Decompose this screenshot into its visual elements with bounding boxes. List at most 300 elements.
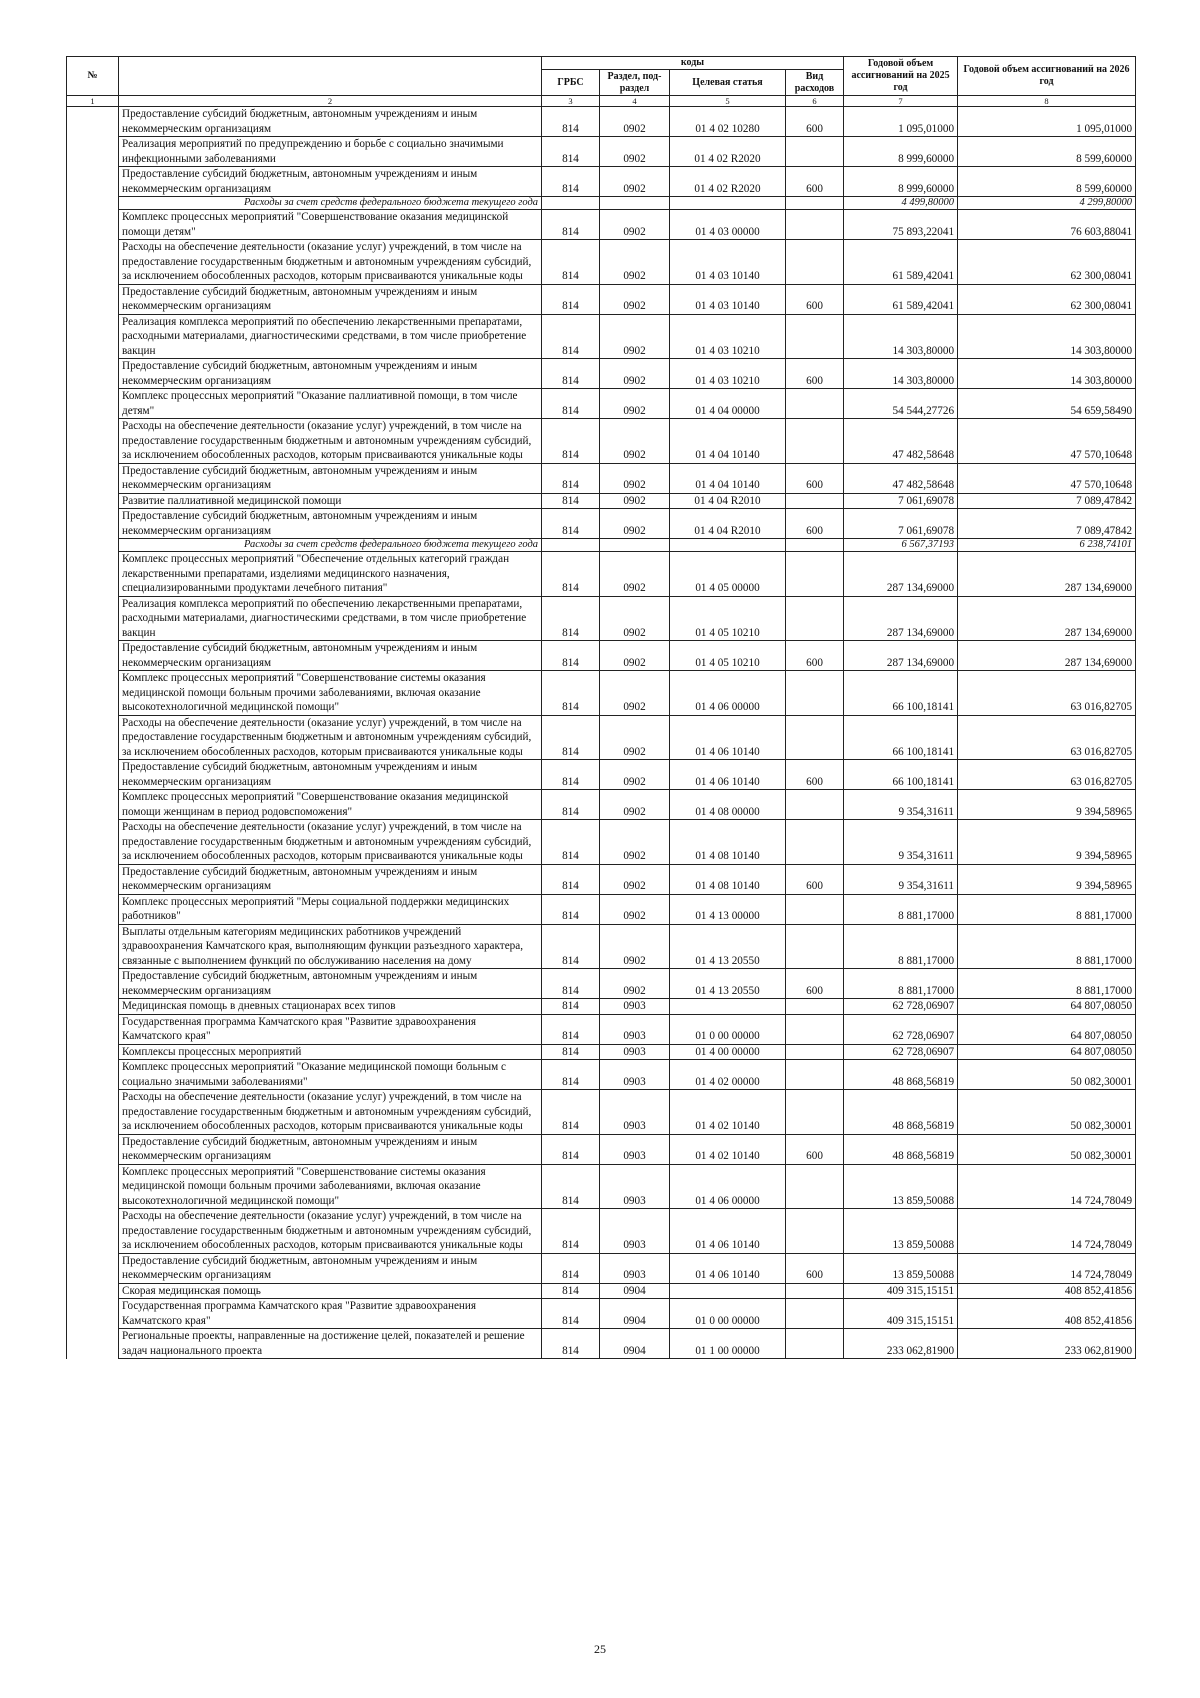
row-name-cell: Комплекс процессных мероприятий "Совершенствование оказания медицинской помощи женщинам в период родовспоможения" — [119, 790, 542, 820]
row-razdel-cell: 0902 — [600, 552, 670, 597]
row-target-cell: 01 4 06 00000 — [670, 671, 786, 716]
row-2025-cell: 61 589,42041 — [844, 240, 958, 285]
row-vid-cell — [786, 1060, 844, 1090]
row-target-cell: 01 0 00 00000 — [670, 1299, 786, 1329]
row-grbs-cell: 814 — [542, 760, 600, 790]
table-row — [67, 1283, 1136, 1299]
row-razdel-cell: 0902 — [600, 210, 670, 240]
row-razdel-cell: 0902 — [600, 509, 670, 539]
row-grbs-cell — [542, 539, 600, 552]
row-2026-cell: 7 089,47842 — [958, 493, 1136, 509]
row-vid-cell — [786, 894, 844, 924]
row-number-cell — [67, 167, 119, 197]
row-name-cell: Выплаты отдельным категориям медицинских работников учреждений здравоохранения Камчатского края, выполняющим функции разъездного характера, связанные с выполнением функций по обслуживанию населения на дому — [119, 924, 542, 969]
table-row — [67, 969, 1136, 999]
row-grbs-cell: 814 — [542, 493, 600, 509]
row-grbs-cell: 814 — [542, 1329, 600, 1359]
row-razdel-cell: 0902 — [600, 419, 670, 464]
row-grbs-cell: 814 — [542, 419, 600, 464]
row-target-cell: 01 4 02 10140 — [670, 1090, 786, 1135]
row-name-cell: Комплекс процессных мероприятий "Совершенствование системы оказания медицинской помощи больным прочими заболеваниями, включая оказание высокотехнологичной медицинской помощи" — [119, 1164, 542, 1209]
row-vid-cell: 600 — [786, 359, 844, 389]
table-row — [67, 1044, 1136, 1060]
row-number-cell — [67, 924, 119, 969]
row-grbs-cell: 814 — [542, 1164, 600, 1209]
row-2025-cell: 7 061,69078 — [844, 509, 958, 539]
row-vid-cell — [786, 1014, 844, 1044]
row-name-cell: Государственная программа Камчатского края "Развитие здравоохранения Камчатского края" — [119, 1014, 542, 1044]
row-name-cell: Расходы на обеспечение деятельности (оказание услуг) учреждений, в том числе на предоставление государственным бюджетным и автономным учреждениям субсидий, за исключением обособленных расходов, которым присваиваются уникальные коды — [119, 1209, 542, 1254]
row-razdel-cell: 0903 — [600, 1014, 670, 1044]
row-number-cell — [67, 359, 119, 389]
row-number-cell — [67, 1044, 119, 1060]
row-2025-cell: 62 728,06907 — [844, 999, 958, 1015]
row-2025-cell: 9 354,31611 — [844, 864, 958, 894]
col-number: 1 — [67, 96, 119, 107]
row-2025-cell: 7 061,69078 — [844, 493, 958, 509]
row-grbs-cell: 814 — [542, 240, 600, 285]
row-2026-cell: 287 134,69000 — [958, 596, 1136, 641]
table-row — [67, 493, 1136, 509]
row-number-cell — [67, 715, 119, 760]
row-vid-cell — [786, 1283, 844, 1299]
col-number: 7 — [844, 96, 958, 107]
row-razdel-cell: 0903 — [600, 1134, 670, 1164]
row-2026-cell: 408 852,41856 — [958, 1283, 1136, 1299]
row-vid-cell: 600 — [786, 641, 844, 671]
table-row — [67, 107, 1136, 137]
table-row — [67, 820, 1136, 865]
row-vid-cell — [786, 1299, 844, 1329]
row-vid-cell: 600 — [786, 167, 844, 197]
table-row — [67, 760, 1136, 790]
row-target-cell: 01 4 13 00000 — [670, 894, 786, 924]
row-target-cell: 01 4 06 10140 — [670, 1209, 786, 1254]
row-target-cell: 01 4 03 10140 — [670, 240, 786, 285]
row-2026-cell: 408 852,41856 — [958, 1299, 1136, 1329]
row-razdel-cell: 0902 — [600, 137, 670, 167]
row-name-cell: Реализация мероприятий по предупреждению и борьбе с социально значимыми инфекционными заболеваниями — [119, 137, 542, 167]
row-number-cell — [67, 419, 119, 464]
row-2026-cell: 63 016,82705 — [958, 671, 1136, 716]
row-name-cell: Комплекс процессных мероприятий "Меры социальной поддержки медицинских работников" — [119, 894, 542, 924]
col-number: 3 — [542, 96, 600, 107]
row-vid-cell — [786, 197, 844, 210]
table-row — [67, 641, 1136, 671]
row-2026-cell: 64 807,08050 — [958, 1044, 1136, 1060]
row-number-cell — [67, 314, 119, 359]
row-2025-cell: 233 062,81900 — [844, 1329, 958, 1359]
header-name — [119, 57, 542, 96]
row-razdel-cell: 0902 — [600, 596, 670, 641]
row-2025-cell: 47 482,58648 — [844, 463, 958, 493]
row-name-cell: Скорая медицинская помощь — [119, 1283, 542, 1299]
row-razdel-cell: 0902 — [600, 760, 670, 790]
row-target-cell: 01 4 03 00000 — [670, 210, 786, 240]
row-grbs-cell: 814 — [542, 210, 600, 240]
row-grbs-cell: 814 — [542, 552, 600, 597]
row-name-cell: Предоставление субсидий бюджетным, автономным учреждениям и иным некоммерческим организациям — [119, 509, 542, 539]
row-2026-cell: 47 570,10648 — [958, 419, 1136, 464]
row-name-cell: Предоставление субсидий бюджетным, автономным учреждениям и иным некоммерческим организациям — [119, 359, 542, 389]
row-target-cell — [670, 1283, 786, 1299]
row-2025-cell: 4 499,80000 — [844, 197, 958, 210]
row-grbs-cell: 814 — [542, 137, 600, 167]
row-2026-cell: 8 599,60000 — [958, 167, 1136, 197]
table-row — [67, 1134, 1136, 1164]
table-row — [67, 419, 1136, 464]
row-grbs-cell: 814 — [542, 1209, 600, 1254]
row-number-cell — [67, 137, 119, 167]
row-razdel-cell: 0902 — [600, 894, 670, 924]
table-row — [67, 924, 1136, 969]
row-2025-cell: 54 544,27726 — [844, 389, 958, 419]
row-2026-cell: 8 881,17000 — [958, 894, 1136, 924]
row-target-cell — [670, 197, 786, 210]
row-vid-cell — [786, 596, 844, 641]
federal-budget-row — [67, 197, 1136, 210]
row-2026-cell: 54 659,58490 — [958, 389, 1136, 419]
row-2025-cell: 47 482,58648 — [844, 419, 958, 464]
table-row — [67, 1299, 1136, 1329]
row-vid-cell — [786, 671, 844, 716]
row-2025-cell: 14 303,80000 — [844, 314, 958, 359]
row-number-cell — [67, 539, 119, 552]
row-vid-cell: 600 — [786, 864, 844, 894]
row-2025-cell: 66 100,18141 — [844, 715, 958, 760]
row-number-cell — [67, 969, 119, 999]
row-2025-cell: 48 868,56819 — [844, 1134, 958, 1164]
row-grbs-cell: 814 — [542, 1014, 600, 1044]
row-razdel-cell: 0903 — [600, 999, 670, 1015]
row-2026-cell: 50 082,30001 — [958, 1090, 1136, 1135]
row-target-cell: 01 4 00 00000 — [670, 1044, 786, 1060]
row-vid-cell — [786, 1090, 844, 1135]
row-2026-cell: 6 238,74101 — [958, 539, 1136, 552]
row-grbs-cell: 814 — [542, 924, 600, 969]
header-grbs: ГРБС — [542, 70, 600, 96]
row-2026-cell: 9 394,58965 — [958, 790, 1136, 820]
row-grbs-cell: 814 — [542, 1134, 600, 1164]
row-grbs-cell: 814 — [542, 284, 600, 314]
row-razdel-cell: 0903 — [600, 1090, 670, 1135]
row-name-cell: Комплекс процессных мероприятий "Оказание медицинской помощи больным с социально значимыми заболеваниями" — [119, 1060, 542, 1090]
row-vid-cell — [786, 999, 844, 1015]
row-2026-cell: 14 303,80000 — [958, 359, 1136, 389]
row-name-cell: Предоставление субсидий бюджетным, автономным учреждениям и иным некоммерческим организациям — [119, 284, 542, 314]
header-2026: Годовой объем ассигнований на 2026 год — [958, 57, 1136, 96]
row-target-cell: 01 4 02 10140 — [670, 1134, 786, 1164]
row-2025-cell: 8 881,17000 — [844, 969, 958, 999]
row-name-cell: Расходы на обеспечение деятельности (оказание услуг) учреждений, в том числе на предоставление государственным бюджетным и автономным учреждениям субсидий, за исключением обособленных расходов, которым присваиваются уникальные коды — [119, 1090, 542, 1135]
row-name-cell: Предоставление субсидий бюджетным, автономным учреждениям и иным некоммерческим организациям — [119, 641, 542, 671]
row-razdel-cell — [600, 197, 670, 210]
row-number-cell — [67, 463, 119, 493]
row-grbs-cell: 814 — [542, 1090, 600, 1135]
row-number-cell — [67, 1209, 119, 1254]
row-target-cell: 01 4 05 10210 — [670, 641, 786, 671]
header-vid: Вид расходов — [786, 70, 844, 96]
row-2025-cell: 287 134,69000 — [844, 641, 958, 671]
row-razdel-cell: 0903 — [600, 1044, 670, 1060]
table-row — [67, 552, 1136, 597]
row-2026-cell: 4 299,80000 — [958, 197, 1136, 210]
row-2026-cell: 14 724,78049 — [958, 1164, 1136, 1209]
row-number-cell — [67, 671, 119, 716]
table-row — [67, 137, 1136, 167]
table-row — [67, 1209, 1136, 1254]
col-number: 2 — [119, 96, 542, 107]
row-vid-cell — [786, 1044, 844, 1060]
row-name-cell: Региональные проекты, направленные на достижение целей, показателей и решение задач национального проекта — [119, 1329, 542, 1359]
row-grbs-cell: 814 — [542, 1044, 600, 1060]
row-2025-cell: 13 859,50088 — [844, 1253, 958, 1283]
table-row — [67, 1090, 1136, 1135]
row-grbs-cell: 814 — [542, 715, 600, 760]
row-vid-cell: 600 — [786, 760, 844, 790]
row-number-cell — [67, 760, 119, 790]
row-grbs-cell: 814 — [542, 1283, 600, 1299]
row-vid-cell — [786, 715, 844, 760]
table-row — [67, 1164, 1136, 1209]
row-number-cell — [67, 1283, 119, 1299]
table-row — [67, 314, 1136, 359]
row-target-cell: 01 4 02 10280 — [670, 107, 786, 137]
row-target-cell: 01 4 08 10140 — [670, 864, 786, 894]
row-razdel-cell — [600, 539, 670, 552]
row-name-cell: Предоставление субсидий бюджетным, автономным учреждениям и иным некоммерческим организациям — [119, 167, 542, 197]
row-number-cell — [67, 1253, 119, 1283]
header-number: № — [67, 57, 119, 96]
row-2025-cell: 62 728,06907 — [844, 1044, 958, 1060]
row-number-cell — [67, 107, 119, 137]
column-numbers-row — [67, 96, 1136, 107]
row-grbs-cell: 814 — [542, 359, 600, 389]
row-name-cell: Реализация комплекса мероприятий по обеспечению лекарственными препаратами, расходными материалами, диагностическими средствами, в том числе приобретение вакцин — [119, 596, 542, 641]
row-number-cell — [67, 596, 119, 641]
row-name-cell: Комплекс процессных мероприятий "Оказание паллиативной помощи, в том числе детям" — [119, 389, 542, 419]
row-number-cell — [67, 999, 119, 1015]
row-2025-cell: 8 881,17000 — [844, 894, 958, 924]
table-row — [67, 359, 1136, 389]
row-number-cell — [67, 493, 119, 509]
row-razdel-cell: 0904 — [600, 1299, 670, 1329]
row-name-cell: Государственная программа Камчатского края "Развитие здравоохранения Камчатского края" — [119, 1299, 542, 1329]
row-grbs-cell: 814 — [542, 671, 600, 716]
row-vid-cell: 600 — [786, 107, 844, 137]
row-2025-cell: 287 134,69000 — [844, 596, 958, 641]
col-number: 4 — [600, 96, 670, 107]
row-target-cell: 01 4 08 00000 — [670, 790, 786, 820]
row-target-cell: 01 4 06 10140 — [670, 1253, 786, 1283]
row-vid-cell: 600 — [786, 463, 844, 493]
row-vid-cell: 600 — [786, 509, 844, 539]
row-2026-cell: 287 134,69000 — [958, 641, 1136, 671]
row-name-cell: Предоставление субсидий бюджетным, автономным учреждениям и иным некоммерческим организациям — [119, 864, 542, 894]
row-target-cell: 01 4 03 10140 — [670, 284, 786, 314]
row-2025-cell: 14 303,80000 — [844, 359, 958, 389]
table-row — [67, 596, 1136, 641]
row-2025-cell: 287 134,69000 — [844, 552, 958, 597]
row-number-cell — [67, 1329, 119, 1359]
row-2025-cell: 9 354,31611 — [844, 820, 958, 865]
row-target-cell — [670, 999, 786, 1015]
row-vid-cell — [786, 389, 844, 419]
row-razdel-cell: 0902 — [600, 167, 670, 197]
table-row — [67, 1329, 1136, 1359]
row-2025-cell: 8 999,60000 — [844, 167, 958, 197]
row-name-cell: Предоставление субсидий бюджетным, автономным учреждениям и иным некоммерческим организациям — [119, 107, 542, 137]
row-razdel-cell: 0903 — [600, 1164, 670, 1209]
table-row — [67, 999, 1136, 1015]
row-name-cell: Комплекс процессных мероприятий "Совершенствование системы оказания медицинской помощи больным прочими заболеваниями, включая оказание высокотехнологичной медицинской помощи" — [119, 671, 542, 716]
row-target-cell: 01 4 06 10140 — [670, 760, 786, 790]
row-razdel-cell: 0902 — [600, 240, 670, 285]
row-name-cell: Комплексы процессных мероприятий — [119, 1044, 542, 1060]
row-2026-cell: 50 082,30001 — [958, 1134, 1136, 1164]
row-2025-cell: 48 868,56819 — [844, 1060, 958, 1090]
row-target-cell: 01 1 00 00000 — [670, 1329, 786, 1359]
row-target-cell: 01 4 02 00000 — [670, 1060, 786, 1090]
row-vid-cell — [786, 1329, 844, 1359]
row-target-cell: 01 4 03 10210 — [670, 359, 786, 389]
row-target-cell: 01 4 02 R2020 — [670, 167, 786, 197]
row-vid-cell — [786, 210, 844, 240]
row-razdel-cell: 0903 — [600, 1253, 670, 1283]
row-target-cell: 01 4 06 10140 — [670, 715, 786, 760]
row-2026-cell: 233 062,81900 — [958, 1329, 1136, 1359]
table-row — [67, 715, 1136, 760]
row-vid-cell: 600 — [786, 1253, 844, 1283]
row-razdel-cell: 0902 — [600, 641, 670, 671]
row-target-cell: 01 4 08 10140 — [670, 820, 786, 865]
row-razdel-cell: 0904 — [600, 1329, 670, 1359]
row-2026-cell: 14 303,80000 — [958, 314, 1136, 359]
table-row — [67, 1060, 1136, 1090]
row-grbs-cell: 814 — [542, 167, 600, 197]
row-razdel-cell: 0904 — [600, 1283, 670, 1299]
row-vid-cell — [786, 1209, 844, 1254]
table-row — [67, 1014, 1136, 1044]
row-vid-cell — [786, 314, 844, 359]
row-number-cell — [67, 820, 119, 865]
header-2025: Годовой объем ассигнований на 2025 год — [844, 57, 958, 96]
row-name-cell: Комплекс процессных мероприятий "Обеспечение отдельных категорий граждан лекарственными препаратами, изделиями медицинского назначения, специализированными продуктами лечебного питания" — [119, 552, 542, 597]
table-row — [67, 894, 1136, 924]
table-row — [67, 167, 1136, 197]
row-name-cell: Расходы на обеспечение деятельности (оказание услуг) учреждений, в том числе на предоставление государственным бюджетным и автономным учреждениям субсидий, за исключением обособленных расходов, которым присваиваются уникальные коды — [119, 820, 542, 865]
row-vid-cell — [786, 493, 844, 509]
row-2026-cell: 9 394,58965 — [958, 820, 1136, 865]
row-grbs-cell: 814 — [542, 820, 600, 865]
row-razdel-cell: 0902 — [600, 463, 670, 493]
row-razdel-cell: 0902 — [600, 314, 670, 359]
row-name-cell: Предоставление субсидий бюджетным, автономным учреждениям и иным некоммерческим организациям — [119, 760, 542, 790]
row-2026-cell: 287 134,69000 — [958, 552, 1136, 597]
row-name-cell: Расходы на обеспечение деятельности (оказание услуг) учреждений, в том числе на предоставление государственным бюджетным и автономным учреждениям субсидий, за исключением обособленных расходов, которым присваиваются уникальные коды — [119, 419, 542, 464]
row-name-cell: Расходы на обеспечение деятельности (оказание услуг) учреждений, в том числе на предоставление государственным бюджетным и автономным учреждениям субсидий, за исключением обособленных расходов, которым присваиваются уникальные коды — [119, 715, 542, 760]
row-number-cell — [67, 1060, 119, 1090]
row-razdel-cell: 0902 — [600, 715, 670, 760]
row-vid-cell: 600 — [786, 284, 844, 314]
row-grbs-cell: 814 — [542, 790, 600, 820]
row-name-cell: Расходы за счет средств федерального бюджета текущего года — [119, 539, 542, 552]
row-grbs-cell: 814 — [542, 1253, 600, 1283]
row-target-cell: 01 4 04 10140 — [670, 463, 786, 493]
row-number-cell — [67, 284, 119, 314]
row-name-cell: Комплекс процессных мероприятий "Совершенствование оказания медицинской помощи детям" — [119, 210, 542, 240]
row-2025-cell: 66 100,18141 — [844, 760, 958, 790]
row-2026-cell: 63 016,82705 — [958, 715, 1136, 760]
table-row — [67, 864, 1136, 894]
row-name-cell: Предоставление субсидий бюджетным, автономным учреждениям и иным некоммерческим организациям — [119, 969, 542, 999]
row-grbs-cell: 814 — [542, 314, 600, 359]
row-name-cell: Расходы на обеспечение деятельности (оказание услуг) учреждений, в том числе на предоставление государственным бюджетным и автономным учреждениям субсидий, за исключением обособленных расходов, которым присваиваются уникальные коды — [119, 240, 542, 285]
header-codes: коды — [542, 57, 844, 70]
row-vid-cell — [786, 137, 844, 167]
row-target-cell: 01 4 05 00000 — [670, 552, 786, 597]
row-number-cell — [67, 210, 119, 240]
col-number: 5 — [670, 96, 786, 107]
table-body — [67, 107, 1136, 1359]
row-2025-cell: 8 881,17000 — [844, 924, 958, 969]
page-number: 25 — [594, 1642, 606, 1656]
table-row — [67, 509, 1136, 539]
row-grbs-cell: 814 — [542, 864, 600, 894]
row-number-cell — [67, 894, 119, 924]
row-number-cell — [67, 240, 119, 285]
row-razdel-cell: 0902 — [600, 671, 670, 716]
row-target-cell: 01 4 04 10140 — [670, 419, 786, 464]
row-2025-cell: 48 868,56819 — [844, 1090, 958, 1135]
row-name-cell: Расходы за счет средств федерального бюджета текущего года — [119, 197, 542, 210]
row-grbs-cell: 814 — [542, 509, 600, 539]
row-target-cell: 01 4 13 20550 — [670, 924, 786, 969]
col-number: 8 — [958, 96, 1136, 107]
row-2026-cell: 62 300,08041 — [958, 240, 1136, 285]
row-number-cell — [67, 1014, 119, 1044]
row-vid-cell — [786, 924, 844, 969]
row-name-cell: Предоставление субсидий бюджетным, автономным учреждениям и иным некоммерческим организациям — [119, 463, 542, 493]
row-target-cell: 01 4 13 20550 — [670, 969, 786, 999]
row-number-cell — [67, 1134, 119, 1164]
row-2026-cell: 64 807,08050 — [958, 1014, 1136, 1044]
row-2025-cell: 13 859,50088 — [844, 1209, 958, 1254]
row-name-cell: Развитие паллиативной медицинской помощи — [119, 493, 542, 509]
row-number-cell — [67, 197, 119, 210]
row-number-cell — [67, 389, 119, 419]
row-target-cell: 01 4 05 10210 — [670, 596, 786, 641]
row-grbs-cell: 814 — [542, 1060, 600, 1090]
row-razdel-cell: 0903 — [600, 1060, 670, 1090]
row-2026-cell: 14 724,78049 — [958, 1253, 1136, 1283]
row-razdel-cell: 0902 — [600, 790, 670, 820]
row-target-cell — [670, 539, 786, 552]
row-number-cell — [67, 790, 119, 820]
row-number-cell — [67, 1299, 119, 1329]
row-razdel-cell: 0903 — [600, 1209, 670, 1254]
col-number: 6 — [786, 96, 844, 107]
row-number-cell — [67, 552, 119, 597]
table-row — [67, 284, 1136, 314]
row-2026-cell: 1 095,01000 — [958, 107, 1136, 137]
row-2026-cell: 8 599,60000 — [958, 137, 1136, 167]
row-vid-cell — [786, 1164, 844, 1209]
row-vid-cell: 600 — [786, 1134, 844, 1164]
row-2026-cell: 8 881,17000 — [958, 969, 1136, 999]
table-row — [67, 1253, 1136, 1283]
row-2026-cell: 8 881,17000 — [958, 924, 1136, 969]
